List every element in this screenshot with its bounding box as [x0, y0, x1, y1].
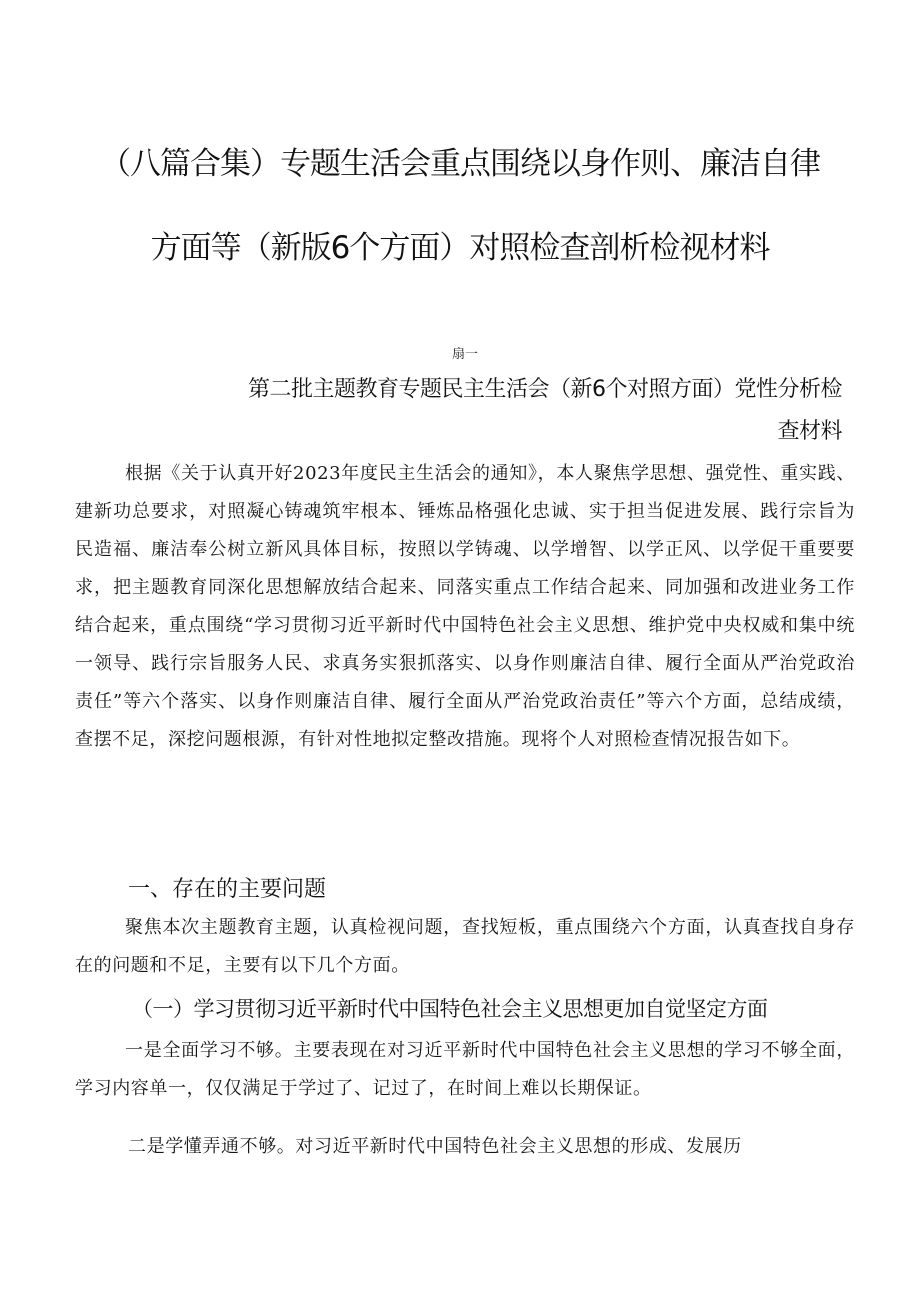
section-label: 扇一 — [451, 347, 478, 362]
paragraph-point-1: 一是全面学习不够。主要表现在对习近平新时代中国特色社会主义思想的学习不够全面，学习内容单一，仅仅满足于学过了、记过了，在时间上难以长期保证。 — [75, 1040, 855, 1099]
heading-subsection-1: （一）学习贯彻习近平新时代中国特色社会主义思想更加自觉坚定方面 — [132, 997, 768, 1021]
paragraph-focus: 聚焦本次主题教育主题，认真检视问题，查找短板，重点围绕六个方面，认真查找自身存在的问题和不足，主要有以下几个方面。 — [75, 917, 855, 976]
document-title-line1: （八篇合集）专题生活会重点围绕以身作则、廉洁自律 — [100, 146, 820, 182]
heading-main-problems: 一、存在的主要问题 — [128, 877, 327, 902]
subtitle-line1: 第二批主题教育专题民主生活会（新6个对照方面）党性分析检 — [248, 377, 842, 402]
paragraph-point-2: 二是学懂弄通不够。对习近平新时代中国特色社会主义思想的形成、发展历 — [128, 1136, 742, 1157]
subtitle-line2: 查材料 — [777, 419, 842, 444]
paragraph-intro: 根据《关于认真开好2023年度民主生活会的通知》，本人聚焦学思想、强党性、重实践、建新功总要求，对照凝心铸魂筑牢根本、锤炼品格强化忠诚、实于担当促进发展、践行宗旨为民造福、廉洁奉公树立新风具体目标，按照以学铸魂、以学增智、以学正风、以学促干重要要求，把主题教育同深化思想解放结合起来、同落实重点工作结合起来、同加强和改进业务工作结合起来，重点围绕“学习贯彻习近平新时代中国特色社会主义思想、维护党中央权威和集中统一领导、践行宗旨服务人民、求真务实狠抓落实、以身作则廉洁自律、履行全面从严治党政治责任”等六个落实、以身作则廉洁自律、履行全面从严治党政治责任”等六个方面，总结成绩，查摆不足，深挖问题根源，有针对性地拟定整改措施。现将个人对照检查情况报告如下。 — [75, 463, 855, 750]
document-title-line2: 方面等（新版6个方面）对照检查剖析检视材料 — [150, 230, 770, 266]
